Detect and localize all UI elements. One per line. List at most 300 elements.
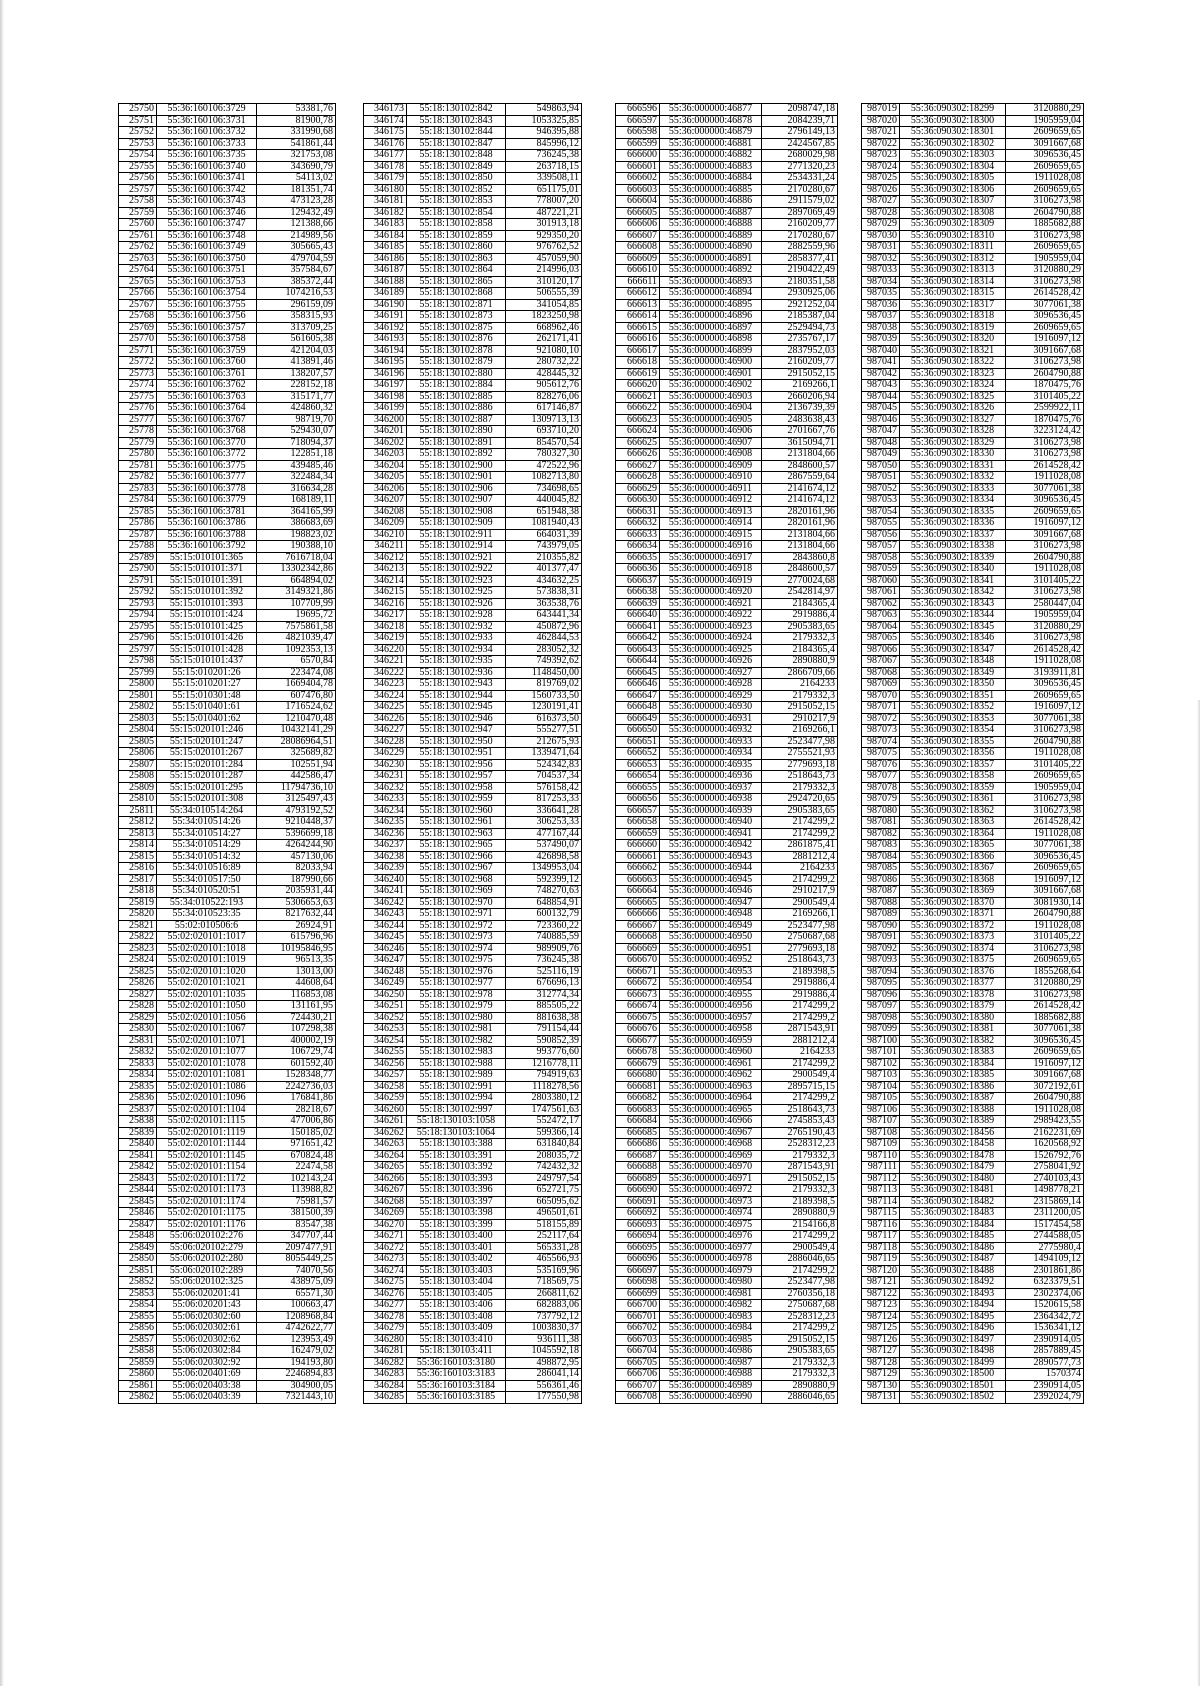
row-number: 987066 [862, 644, 900, 656]
cadastral-number: 55:18:130103:396 [407, 1185, 506, 1197]
cadastral-number: 55:18:130102:971 [407, 909, 506, 921]
table-row [119, 460, 336, 472]
row-number: 666675 [616, 1012, 660, 1024]
cadastral-value: 2910217,9 [762, 886, 838, 898]
table-row [119, 1162, 336, 1174]
table-row [364, 610, 582, 622]
cadastral-number: 55:36:000000:46899 [660, 345, 762, 357]
cadastral-value: 138207,57 [257, 368, 336, 380]
cadastral-number: 55:18:130102:885 [407, 391, 506, 403]
cadastral-number: 55:18:130102:911 [407, 529, 506, 541]
row-number: 987120 [862, 1265, 900, 1277]
table-row [364, 1323, 582, 1335]
cadastral-value: 993776,60 [506, 1047, 582, 1059]
row-number: 25855 [119, 1311, 157, 1323]
cadastral-number: 55:06:020201:43 [157, 1300, 257, 1312]
table-row [364, 184, 582, 196]
cadastral-number: 55:36:000000:46967 [660, 1127, 762, 1139]
cadastral-number: 55:18:130102:978 [407, 989, 506, 1001]
cadastral-number: 55:36:000000:46879 [660, 127, 762, 139]
cadastral-number: 55:18:130102:934 [407, 644, 506, 656]
table-row [616, 150, 838, 162]
table-row [862, 1162, 1084, 1174]
row-number: 666607 [616, 230, 660, 242]
row-number: 25780 [119, 449, 157, 461]
row-number: 25808 [119, 771, 157, 783]
cadastral-value: 3106273,98 [1006, 196, 1084, 208]
row-number: 346174 [364, 115, 407, 127]
cadastral-number: 55:36:160106:3731 [157, 115, 257, 127]
row-number: 346249 [364, 978, 407, 990]
cadastral-value: 150185,02 [257, 1127, 336, 1139]
table-row [119, 1357, 336, 1369]
cadastral-value: 592399,12 [506, 874, 582, 886]
cadastral-number: 55:36:000000:46924 [660, 633, 762, 645]
row-number: 987127 [862, 1346, 900, 1358]
table-row [862, 1185, 1084, 1197]
cadastral-number: 55:36:090302:18368 [900, 874, 1006, 886]
row-number: 346280 [364, 1334, 407, 1346]
cadastral-value: 214989,56 [257, 230, 336, 242]
cadastral-value: 1905959,04 [1006, 115, 1084, 127]
table-row [616, 322, 838, 334]
table-row [119, 966, 336, 978]
row-number: 666692 [616, 1208, 660, 1220]
cadastral-value: 28086964,51 [257, 736, 336, 748]
row-number: 25799 [119, 667, 157, 679]
cadastral-number: 55:36:000000:46941 [660, 828, 762, 840]
cadastral-value: 357584,67 [257, 265, 336, 277]
row-number: 987032 [862, 253, 900, 265]
row-number: 346275 [364, 1277, 407, 1289]
table-row [119, 449, 336, 461]
cadastral-number: 55:36:000000:46959 [660, 1035, 762, 1047]
cadastral-number: 55:36:090302:18310 [900, 230, 1006, 242]
table-row [364, 1288, 582, 1300]
row-number: 987034 [862, 276, 900, 288]
table-row [616, 1001, 838, 1013]
row-number: 666700 [616, 1300, 660, 1312]
cadastral-number: 55:18:130102:975 [407, 955, 506, 967]
cadastral-value: 2886046,65 [762, 1254, 838, 1266]
row-number: 346194 [364, 345, 407, 357]
cadastral-value: 7575861,58 [257, 621, 336, 633]
table-row [616, 334, 838, 346]
row-number: 25842 [119, 1162, 157, 1174]
cadastral-value: 2164233 [762, 863, 838, 875]
cadastral-value: 2542814,97 [762, 587, 838, 599]
cadastral-value: 1309713,13 [506, 414, 582, 426]
cadastral-number: 55:36:160106:3732 [157, 127, 257, 139]
cadastral-value: 98719,70 [257, 414, 336, 426]
table-row [364, 851, 582, 863]
cadastral-value: 1870475,76 [1006, 414, 1084, 426]
table-row [862, 1047, 1084, 1059]
row-number: 987054 [862, 506, 900, 518]
cadastral-number: 55:36:090302:18499 [900, 1357, 1006, 1369]
row-number: 666697 [616, 1265, 660, 1277]
table-row [862, 1323, 1084, 1335]
cadastral-value: 1053325,85 [506, 115, 582, 127]
cadastral-value: 2609659,65 [1006, 322, 1084, 334]
row-number: 25763 [119, 253, 157, 265]
row-number: 666691 [616, 1196, 660, 1208]
row-number: 666596 [616, 104, 660, 116]
row-number: 666626 [616, 449, 660, 461]
row-number: 346250 [364, 989, 407, 1001]
cadastral-number: 55:36:090302:18303 [900, 150, 1006, 162]
cadastral-number: 55:36:090302:18343 [900, 598, 1006, 610]
row-number: 25845 [119, 1196, 157, 1208]
table-row [364, 1254, 582, 1266]
cadastral-number: 55:18:130102:891 [407, 437, 506, 449]
row-number: 25770 [119, 334, 157, 346]
cadastral-number: 55:36:000000:46901 [660, 368, 762, 380]
cadastral-number: 55:02:010506:6 [157, 920, 257, 932]
row-number: 25819 [119, 897, 157, 909]
row-number: 987125 [862, 1323, 900, 1335]
table-row [364, 621, 582, 633]
table-row [616, 242, 838, 254]
cadastral-number: 55:36:090302:18382 [900, 1035, 1006, 1047]
cadastral-value: 736245,38 [506, 955, 582, 967]
cadastral-number: 55:34:010516:89 [157, 863, 257, 875]
table-row [119, 874, 336, 886]
cadastral-value: 386683,69 [257, 518, 336, 530]
cadastral-value: 2890880,9 [762, 1208, 838, 1220]
row-number: 25833 [119, 1058, 157, 1070]
row-number: 346213 [364, 564, 407, 576]
table-row [364, 1058, 582, 1070]
cadastral-value: 3106273,98 [1006, 357, 1084, 369]
table-row [364, 299, 582, 311]
row-number: 987105 [862, 1093, 900, 1105]
table-row [862, 713, 1084, 725]
cadastral-number: 55:02:020101:1145 [157, 1150, 257, 1162]
cadastral-number: 55:36:000000:46945 [660, 874, 762, 886]
table-row [862, 1334, 1084, 1346]
row-number: 25795 [119, 621, 157, 633]
row-number: 25814 [119, 840, 157, 852]
row-number: 25793 [119, 598, 157, 610]
table-row [616, 1185, 838, 1197]
cadastral-value: 2179332,3 [762, 690, 838, 702]
row-number: 666605 [616, 207, 660, 219]
table-row [364, 1242, 582, 1254]
row-number: 346256 [364, 1058, 407, 1070]
row-number: 25803 [119, 713, 157, 725]
row-number: 666674 [616, 1001, 660, 1013]
table-row [616, 782, 838, 794]
row-number: 987092 [862, 943, 900, 955]
row-number: 987044 [862, 391, 900, 403]
cadastral-number: 55:06:020102:279 [157, 1242, 257, 1254]
row-number: 987065 [862, 633, 900, 645]
cadastral-value: 2097477,91 [257, 1242, 336, 1254]
cadastral-number: 55:18:130103:406 [407, 1300, 506, 1312]
cadastral-value: 3072192,61 [1006, 1081, 1084, 1093]
row-number: 987106 [862, 1104, 900, 1116]
row-number: 666703 [616, 1334, 660, 1346]
cadastral-number: 55:18:130102:961 [407, 817, 506, 829]
row-number: 346279 [364, 1323, 407, 1335]
table-row [862, 794, 1084, 806]
table-row [364, 943, 582, 955]
table-row [119, 1024, 336, 1036]
cadastral-value: 3106273,98 [1006, 587, 1084, 599]
row-number: 987077 [862, 771, 900, 783]
table-row [616, 725, 838, 737]
row-number: 25857 [119, 1334, 157, 1346]
cadastral-number: 55:36:090302:18304 [900, 161, 1006, 173]
table-row [364, 150, 582, 162]
cadastral-value: 2614528,42 [1006, 1001, 1084, 1013]
cadastral-number: 55:36:090302:18327 [900, 414, 1006, 426]
cadastral-value: 1747561,63 [506, 1104, 582, 1116]
table-row [119, 1070, 336, 1082]
cadastral-value: 2755521,93 [762, 748, 838, 760]
cadastral-value: 2392024,79 [1006, 1392, 1084, 1404]
table-row [364, 840, 582, 852]
table-row [364, 357, 582, 369]
cadastral-number: 55:36:000000:46968 [660, 1139, 762, 1151]
table-row [119, 1116, 336, 1128]
row-number: 666646 [616, 679, 660, 691]
table-row [862, 667, 1084, 679]
table-row [364, 1300, 582, 1312]
table-row [862, 541, 1084, 553]
table-row [119, 414, 336, 426]
cadastral-number: 55:18:130102:907 [407, 495, 506, 507]
table-row [364, 334, 582, 346]
table-row [119, 184, 336, 196]
cadastral-number: 55:36:160106:3755 [157, 299, 257, 311]
cadastral-number: 55:36:000000:46943 [660, 851, 762, 863]
cadastral-number: 55:18:130102:950 [407, 736, 506, 748]
row-number: 346283 [364, 1369, 407, 1381]
row-number: 987039 [862, 334, 900, 346]
cadastral-number: 55:36:000000:46955 [660, 989, 762, 1001]
row-number: 25837 [119, 1104, 157, 1116]
cadastral-value: 881638,38 [506, 1012, 582, 1024]
cadastral-value: 310120,17 [506, 276, 582, 288]
cadastral-number: 55:36:160106:3741 [157, 173, 257, 185]
cadastral-value: 2915052,15 [762, 1173, 838, 1185]
cadastral-number: 55:02:020101:1175 [157, 1208, 257, 1220]
row-number: 666635 [616, 552, 660, 564]
cadastral-number: 55:36:000000:46903 [660, 391, 762, 403]
cadastral-value: 2740103,43 [1006, 1173, 1084, 1185]
cadastral-value: 524342,83 [506, 759, 582, 771]
table-row [364, 1392, 582, 1404]
cadastral-number: 55:18:130102:908 [407, 506, 506, 518]
row-number: 346240 [364, 874, 407, 886]
cadastral-value: 190388,10 [257, 541, 336, 553]
cadastral-value: 3193911,81 [1006, 667, 1084, 679]
table-row [364, 1219, 582, 1231]
cadastral-value: 518155,89 [506, 1219, 582, 1231]
row-number: 987029 [862, 219, 900, 231]
table-row [616, 472, 838, 484]
cadastral-number: 55:36:160106:3767 [157, 414, 257, 426]
cadastral-number: 55:18:130102:981 [407, 1024, 506, 1036]
table-row [119, 173, 336, 185]
cadastral-value: 2174299,2 [762, 1231, 838, 1243]
cadastral-number: 55:02:020101:1081 [157, 1070, 257, 1082]
cadastral-value: 462844,53 [506, 633, 582, 645]
cadastral-value: 442586,47 [257, 771, 336, 783]
table-row [119, 253, 336, 265]
cadastral-number: 55:36:000000:46881 [660, 138, 762, 150]
row-number: 346228 [364, 736, 407, 748]
row-number: 346267 [364, 1185, 407, 1197]
row-number: 346284 [364, 1380, 407, 1392]
cadastral-number: 55:18:130102:966 [407, 851, 506, 863]
table-row [119, 1311, 336, 1323]
table-row [616, 449, 838, 461]
cadastral-number: 55:36:000000:46950 [660, 932, 762, 944]
cadastral-number: 55:18:130103:1058 [407, 1116, 506, 1128]
row-number: 987020 [862, 115, 900, 127]
cadastral-value: 212675,93 [506, 736, 582, 748]
cadastral-number: 55:02:020101:1086 [157, 1081, 257, 1093]
cadastral-number: 55:06:020102:280 [157, 1254, 257, 1266]
cadastral-number: 55:15:020101:287 [157, 771, 257, 783]
cadastral-number: 55:36:000000:46910 [660, 472, 762, 484]
table-row [119, 1139, 336, 1151]
table-row [616, 1334, 838, 1346]
cadastral-number: 55:36:000000:46889 [660, 230, 762, 242]
cadastral-value: 2169266,1 [762, 909, 838, 921]
row-number: 346186 [364, 253, 407, 265]
row-number: 666609 [616, 253, 660, 265]
cadastral-value: 2867559,64 [762, 472, 838, 484]
row-number: 25853 [119, 1288, 157, 1300]
cadastral-number: 55:06:020102:325 [157, 1277, 257, 1289]
cadastral-number: 55:06:020102:289 [157, 1265, 257, 1277]
row-number: 346200 [364, 414, 407, 426]
cadastral-number: 55:36:000000:46970 [660, 1162, 762, 1174]
cadastral-number: 55:18:130103:388 [407, 1139, 506, 1151]
row-number: 346254 [364, 1035, 407, 1047]
cadastral-value: 313709,25 [257, 322, 336, 334]
table-row [119, 1012, 336, 1024]
cadastral-number: 55:36:000000:46954 [660, 978, 762, 990]
cadastral-value: 347707,44 [257, 1231, 336, 1243]
table-row [862, 805, 1084, 817]
row-number: 25813 [119, 828, 157, 840]
cadastral-number: 55:18:130102:968 [407, 874, 506, 886]
table-row [364, 242, 582, 254]
table-row [616, 690, 838, 702]
cadastral-number: 55:36:000000:46990 [660, 1392, 762, 1404]
table-row [862, 851, 1084, 863]
cadastral-number: 55:02:020101:1077 [157, 1047, 257, 1059]
row-number: 987084 [862, 851, 900, 863]
cadastral-number: 55:18:130102:925 [407, 587, 506, 599]
row-number: 25835 [119, 1081, 157, 1093]
cadastral-number: 55:36:000000:46931 [660, 713, 762, 725]
table-row [364, 1127, 582, 1139]
cadastral-value: 556361,46 [506, 1380, 582, 1392]
table-row [364, 667, 582, 679]
cadastral-number: 55:36:000000:46958 [660, 1024, 762, 1036]
cadastral-value: 2315869,14 [1006, 1196, 1084, 1208]
table-row [119, 115, 336, 127]
cadastral-value: 3120880,29 [1006, 265, 1084, 277]
cadastral-number: 55:36:090302:18480 [900, 1173, 1006, 1185]
cadastral-value: 682883,06 [506, 1300, 582, 1312]
table-row [862, 1254, 1084, 1266]
row-number: 346237 [364, 840, 407, 852]
row-number: 25767 [119, 299, 157, 311]
cadastral-number: 55:36:160106:3747 [157, 219, 257, 231]
row-number: 25752 [119, 127, 157, 139]
cadastral-value: 3106273,98 [1006, 989, 1084, 1001]
cadastral-value: 19695,72 [257, 610, 336, 622]
table-row [616, 1058, 838, 1070]
cadastral-number: 55:36:000000:46984 [660, 1323, 762, 1335]
cadastral-number: 55:36:000000:46974 [660, 1208, 762, 1220]
cadastral-value: 1339471,64 [506, 748, 582, 760]
cadastral-number: 55:18:130102:876 [407, 334, 506, 346]
table-row [862, 1357, 1084, 1369]
row-number: 346258 [364, 1081, 407, 1093]
row-number: 987103 [862, 1070, 900, 1082]
cadastral-number: 55:36:090302:18498 [900, 1346, 1006, 1358]
cadastral-value: 2174299,2 [762, 1323, 838, 1335]
cadastral-number: 55:36:090302:18364 [900, 828, 1006, 840]
row-number: 25750 [119, 104, 157, 116]
cadastral-number: 55:36:000000:46911 [660, 483, 762, 495]
row-number: 987058 [862, 552, 900, 564]
table-row [364, 403, 582, 415]
table-row [616, 403, 838, 415]
cadastral-number: 55:15:010101:425 [157, 621, 257, 633]
row-number: 346191 [364, 311, 407, 323]
cadastral-number: 55:36:160106:3772 [157, 449, 257, 461]
table-row [862, 736, 1084, 748]
cadastral-number: 55:36:090302:18305 [900, 173, 1006, 185]
cadastral-value: 2915052,15 [762, 1334, 838, 1346]
table-row [364, 472, 582, 484]
row-number: 25751 [119, 115, 157, 127]
cadastral-number: 55:36:090302:18373 [900, 932, 1006, 944]
cadastral-number: 55:06:020403:39 [157, 1392, 257, 1404]
table-row [364, 771, 582, 783]
table-row [364, 1369, 582, 1381]
row-number: 987021 [862, 127, 900, 139]
table-row [616, 794, 838, 806]
cadastral-value: 2170280,67 [762, 230, 838, 242]
table-row [616, 299, 838, 311]
cadastral-number: 55:36:160106:3729 [157, 104, 257, 116]
cadastral-number: 55:15:010101:393 [157, 598, 257, 610]
cadastral-value: 426898,58 [506, 851, 582, 863]
cadastral-value: 450872,96 [506, 621, 582, 633]
row-number: 25786 [119, 518, 157, 530]
table-row [364, 644, 582, 656]
table-row [862, 437, 1084, 449]
cadastral-value: 599366,14 [506, 1127, 582, 1139]
table-row [119, 552, 336, 564]
table-row [616, 1081, 838, 1093]
cadastral-value: 2179332,3 [762, 1357, 838, 1369]
cadastral-value: 506555,39 [506, 288, 582, 300]
row-number: 666622 [616, 403, 660, 415]
row-number: 987117 [862, 1231, 900, 1243]
row-number: 25757 [119, 184, 157, 196]
